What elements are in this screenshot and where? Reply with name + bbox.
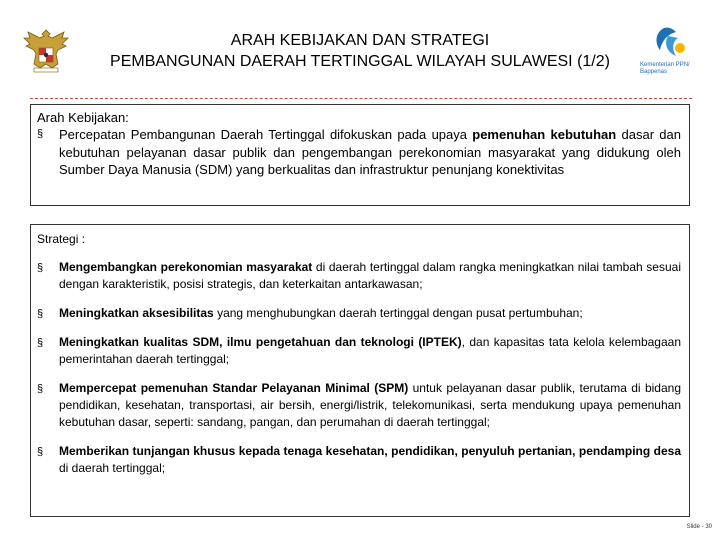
header	[0, 0, 720, 96]
policy-heading: Arah Kebijakan:	[37, 110, 129, 125]
bullet-icon: §	[37, 446, 44, 458]
bullet-icon: §	[37, 308, 44, 320]
bullet-icon: §	[37, 262, 44, 274]
bullet-icon: §	[37, 128, 44, 140]
title-line-2: PEMBANGUNAN DAERAH TERTINGGAL WILAYAH SULAWESI (1/2)	[110, 53, 610, 70]
strategy-item: § Meningkatkan kualitas SDM, ilmu pengetahuan dan teknologi (IPTEK), dan kapasitas tata kelola kelembagaan pemerintahan daerah tertinggal;	[37, 335, 681, 366]
garuda-emblem-icon	[22, 24, 70, 76]
strategy-item: § Mempercepat pemenuhan Standar Pelayanan Minimal (SPM) untuk pelayanan dasar publik, terutama di bidang pendidikan, kesehatan, transportasi, air bersih, energi/listrik, telekomunikasi, serta mendukung upaya pemenuhan kebutuhan dasar, seperti: sandang, pangan, dan perumahan di daerah tertinggal;	[37, 381, 681, 429]
strategy-item: § Meningkatkan aksesibilitas yang menghubungkan daerah tertinggal dengan pusat pertumbuhan;	[37, 305, 681, 322]
bullet-icon: §	[37, 383, 44, 395]
page-title	[80, 30, 640, 72]
header-divider	[30, 98, 692, 99]
bullet-icon: §	[37, 337, 44, 349]
policy-item: § Percepatan Pembangunan Daerah Tertinggal difokuskan pada upaya pemenuhan kebutuhan dasar dan kebutuhan pelayanan dasar publik dan pengembangan perekonomian masyarakat yang didukung oleh Sumber Daya Manusia (SDM) yang berkualitas dan infrastruktur penunjang konektivitas	[37, 127, 681, 177]
bappenas-logo	[640, 26, 704, 86]
slide-number: Slide - 30	[686, 524, 712, 530]
strategy-heading: Strategi :	[37, 232, 86, 246]
strategy-item: § Mengembangkan perekonomian masyarakat di daerah tertinggal dalam rangka meningkatkan nilai tambah sesuai dengan karakteristik, posisi strategis, dan keterkaitan antarkawasan;	[37, 260, 681, 291]
policy-box	[30, 104, 690, 206]
bappenas-emblem-icon	[650, 26, 690, 60]
bappenas-logo-text: Kementerian PPN/ Bappenas	[640, 62, 690, 75]
strategy-item: § Memberikan tunjangan khusus kepada tenaga kesehatan, pendidikan, penyuluh pertanian, pendamping desa di daerah tertinggal;	[37, 444, 681, 475]
strategy-box	[30, 224, 690, 517]
title-line-1: ARAH KEBIJAKAN DAN STRATEGI	[230, 32, 490, 49]
